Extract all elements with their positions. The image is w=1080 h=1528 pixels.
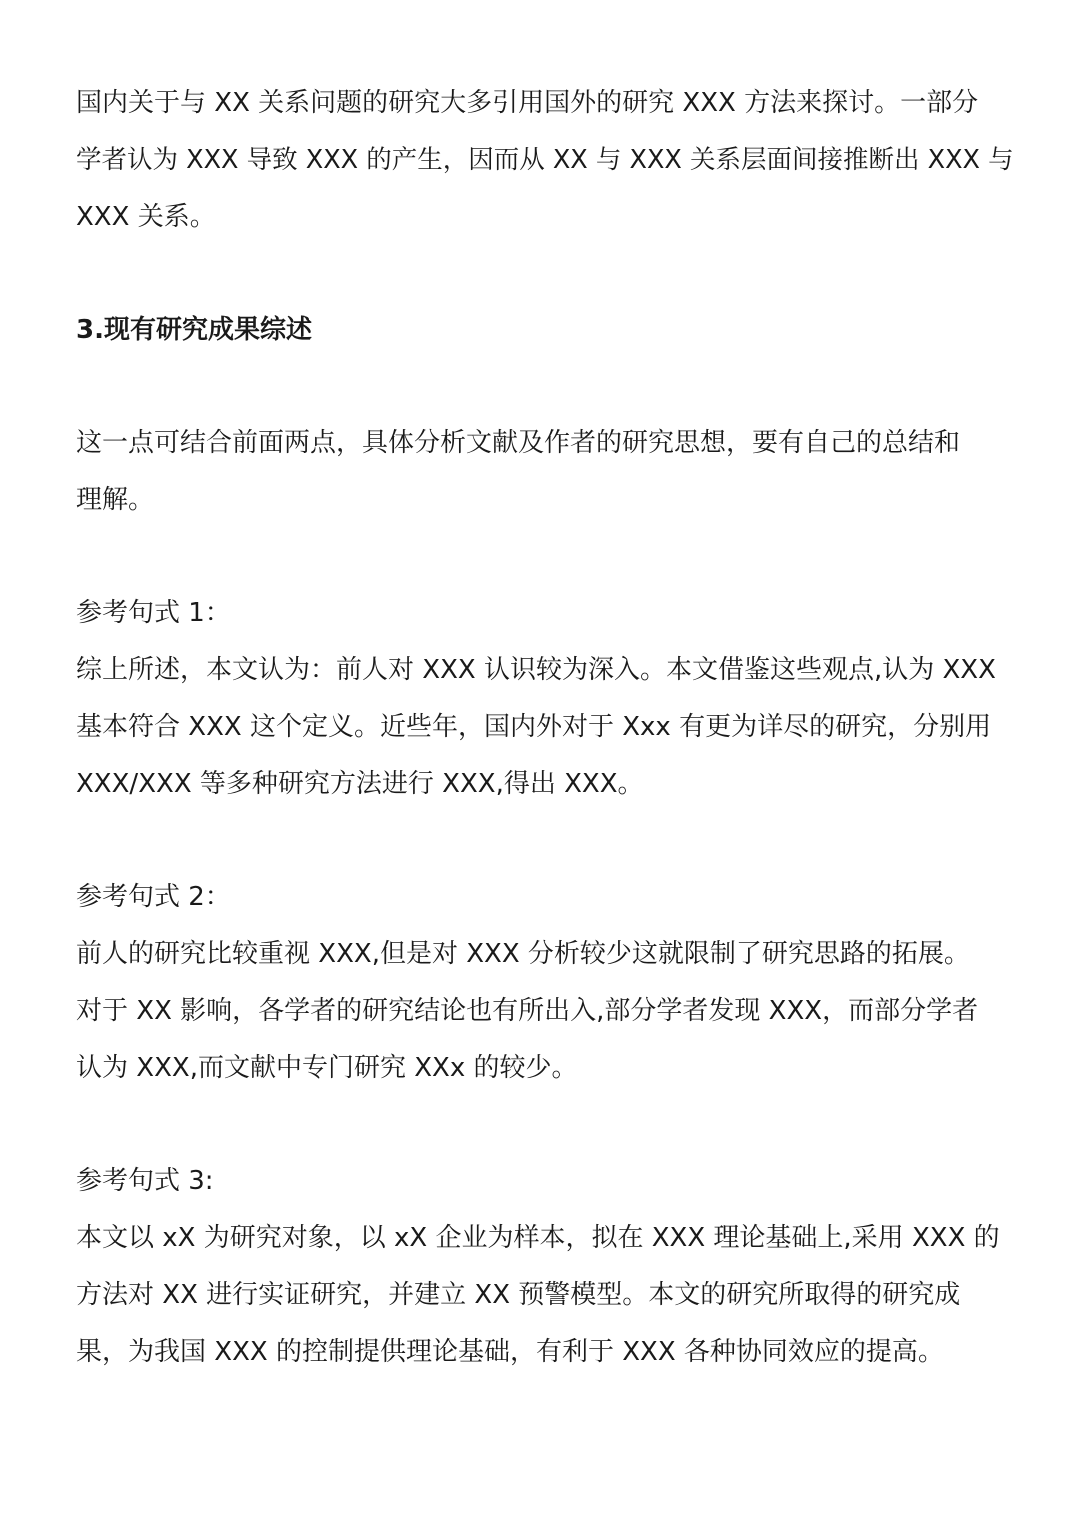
summary-line-2: 理解。 xyxy=(76,485,155,515)
ref3-line-2: 方法对 XX 进行实证研究，并建立 XX 预警模型。本文的研究所取得的研究成 xyxy=(76,1280,961,1310)
ref2-label: 参考句式 2： xyxy=(76,882,231,912)
intro-line-1: 国内关于与 XX 关系问题的研究大多引用国外的研究 XXX 方法来探讨。一部分 xyxy=(76,88,979,118)
ref1-line-3: XXX/XXX 等多种研究方法进行 XXX,得出 XXX。 xyxy=(76,769,644,799)
ref2-line-1: 前人的研究比较重视 XXX,但是对 XXX 分析较少这就限制了研究思路的拓展。 xyxy=(76,939,970,969)
summary-line-1: 这一点可结合前面两点，具体分析文献及作者的研究思想，要有自己的总结和 xyxy=(76,428,961,458)
intro-line-2: 学者认为 XXX 导致 XXX 的产生，因而从 XX 与 XXX 关系层面间接推断出 XXX 与 xyxy=(76,145,1014,175)
ref2-line-2: 对于 XX 影响，各学者的研究结论也有所出入,部分学者发现 XXX，而部分学者 xyxy=(76,996,979,1026)
ref2-line-3: 认为 XXX,而文献中专门研究 XXx 的较少。 xyxy=(76,1053,578,1083)
ref1-line-2: 基本符合 XXX 这个定义。近些年，国内外对于 Xxx 有更为详尽的研究，分别用 xyxy=(76,712,992,742)
ref3-label: 参考句式 3: xyxy=(76,1166,214,1196)
ref3-line-1: 本文以 xX 为研究对象，以 xX 企业为样本，拟在 XXX 理论基础上,采用 XXX 的 xyxy=(76,1223,1000,1253)
section-heading: 3.现有研究成果综述 xyxy=(76,315,312,345)
ref3-line-3: 果，为我国 XXX 的控制提供理论基础，有利于 XXX 各种协同效应的提高。 xyxy=(76,1337,944,1367)
intro-line-3: XXX 关系。 xyxy=(76,202,216,232)
ref1-line-1: 综上所述，本文认为：前人对 XXX 认识较为深入。本文借鉴这些观点,认为 XXX xyxy=(76,655,996,685)
ref1-label: 参考句式 1： xyxy=(76,598,231,628)
